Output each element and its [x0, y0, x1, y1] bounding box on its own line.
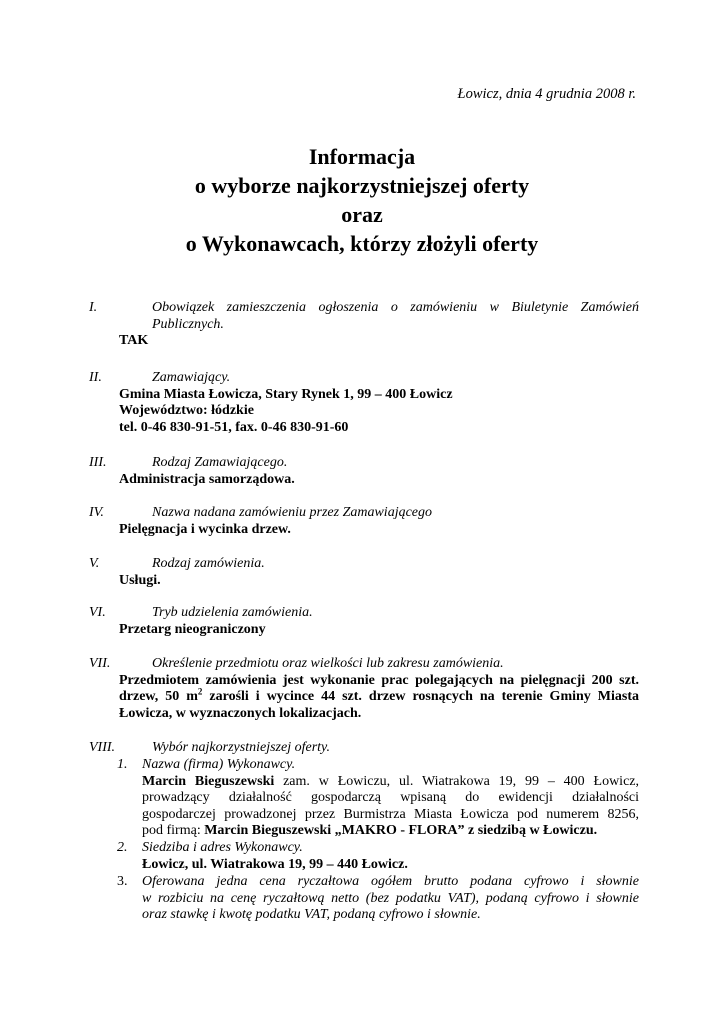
section-heading: Wybór najkorzystniejszej oferty. [152, 740, 330, 755]
section-number: II. [89, 370, 102, 385]
title-line: o Wykonawcach, którzy złożyli oferty [185, 231, 539, 256]
section-4 [89, 505, 639, 538]
text-run: drzew, 50 m [119, 689, 198, 705]
section-number: VII. [89, 656, 111, 671]
section-2 [89, 370, 639, 436]
subitem-1 [89, 757, 639, 840]
subitem-line: gospodarczej prowadzonej przez Burmistrza Miasta Łowicza pod numerem 8256, [142, 806, 639, 822]
section-number: VIII. [89, 740, 116, 755]
section-body-line: Województwo: łódzkie [119, 403, 254, 419]
section-heading: Obowiązek zamieszczenia ogłoszenia o zamówieniu w Biuletynie Zamówień [152, 300, 639, 315]
text-run: zarośli i wycince 44 szt. drzew rosnących na terenie Gminy Miasta [202, 689, 639, 705]
section-body: Usługi. [119, 572, 161, 588]
title-line: oraz [341, 202, 383, 227]
subitem-number: 2. [117, 840, 128, 855]
section-heading: Nazwa nadana zamówieniu przez Zamawiającego [152, 505, 433, 520]
superscript: 2 [197, 686, 203, 697]
subitem-3 [89, 874, 639, 924]
section-body-line: Gmina Miasta Łowicza, Stary Rynek 1, 99 – 400 Łowicz [119, 386, 453, 402]
section-body: Przetarg nieograniczony [119, 621, 266, 637]
subitem-number: 3. [117, 874, 128, 889]
section-number: I. [89, 300, 98, 315]
subitem-2 [89, 840, 639, 873]
section-6 [89, 605, 639, 638]
section-body: Pielęgnacja i wycinka drzew. [119, 521, 291, 537]
section-body-line [119, 686, 639, 706]
section-8 [89, 740, 639, 757]
subitem-line: Łowicz, ul. Wiatrakowa 19, 99 – 440 Łowicz. [142, 856, 408, 872]
section-heading: Rodzaj Zamawiającego. [152, 455, 288, 470]
document-title [0, 142, 724, 258]
section-7 [89, 656, 639, 722]
section-heading: Zamawiający. [152, 370, 231, 385]
section-heading: Określenie przedmiotu oraz wielkości lub zakresu zamówienia. [152, 656, 504, 671]
subitem-line [142, 823, 639, 840]
section-body-line: Przedmiotem zamówienia jest wykonanie prac polegających na pielęgnacji 200 szt. [119, 672, 639, 688]
section-body-line: tel. 0-46 830-91-51, fax. 0-46 830-91-60 [119, 419, 349, 435]
section-body: Administracja samorządowa. [119, 471, 295, 487]
subitem-line: prowadzący działalność gospodarczą wpisaną do ewidencji działalności [142, 790, 639, 806]
section-1 [89, 300, 639, 350]
subitem-number: 1. [117, 757, 128, 772]
section-number: III. [89, 455, 107, 470]
subitem-line: Oferowana jedna cena ryczałtowa ogółem brutto podana cyfrowo i słownie [142, 874, 639, 889]
document-date: Łowicz, dnia 4 grudnia 2008 r. [457, 86, 636, 102]
section-3 [89, 455, 639, 488]
subitem-label: Siedziba i adres Wykonawcy. [142, 840, 303, 855]
section-number: IV. [89, 505, 104, 520]
contractor-name: Marcin Bieguszewski [142, 773, 275, 789]
section-heading-cont: Publicznych. [152, 316, 224, 332]
title-line: o wyborze najkorzystniejszej oferty [194, 173, 530, 198]
subitem-line: oraz stawkę i kwotę podatku VAT, podaną cyfrowo i słownie. [142, 907, 481, 923]
section-number: V. [89, 556, 100, 571]
subitem-line [142, 774, 639, 791]
section-5 [89, 556, 639, 589]
section-heading: Rodzaj zamówienia. [152, 556, 265, 571]
title-line: Informacja [308, 144, 416, 169]
subitem-line: w rozbiciu na cenę ryczałtową netto (bez podatku VAT), podaną cyfrowo i słownie [142, 890, 639, 906]
section-body-line: Łowicza, w wyznaczonych lokalizacjach. [119, 705, 362, 721]
text-run: pod firmą: [142, 823, 205, 839]
text-run: zam. w Łowiczu, ul. Wiatrakowa 19, 99 – 400 Łowicz, [274, 773, 640, 789]
company-name: Marcin Bieguszewski „MAKRO - FLORA” z siedzibą w Łowiczu. [204, 823, 598, 839]
subitem-label: Nazwa (firma) Wykonawcy. [142, 757, 296, 772]
section-number: VI. [89, 605, 106, 620]
section-body: TAK [119, 333, 149, 349]
section-heading: Tryb udzielenia zamówienia. [152, 605, 313, 620]
